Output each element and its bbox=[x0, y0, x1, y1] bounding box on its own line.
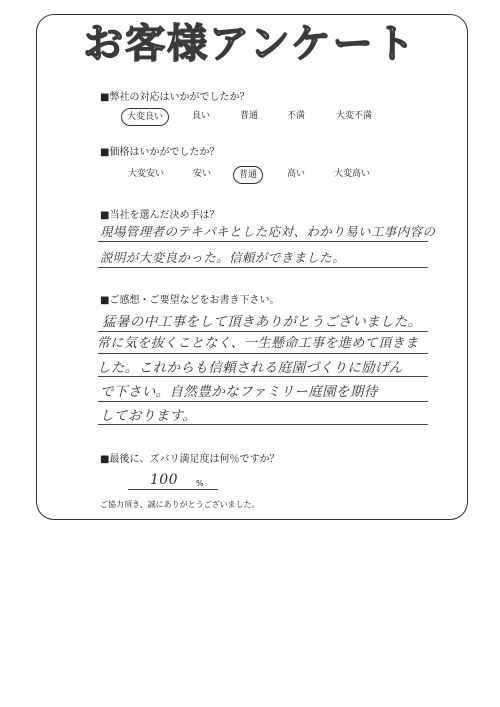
option-price-1[interactable]: 大変安い bbox=[127, 169, 165, 179]
question-deciding-factor-label: ■当社を選んだ決め手は？ bbox=[100, 210, 220, 221]
answer-rule bbox=[98, 353, 428, 354]
satisfaction-rule bbox=[128, 489, 218, 490]
option-price-2[interactable]: 安い bbox=[192, 169, 212, 179]
survey-title: お客様アンケート bbox=[83, 21, 417, 67]
satisfaction-unit bbox=[196, 479, 204, 488]
option-service-5[interactable]: 大変不満 bbox=[335, 111, 373, 121]
option-service-2[interactable]: 良い bbox=[191, 111, 211, 121]
answer-rule bbox=[98, 267, 428, 268]
question-service-label: ■弊社の対応はいかがでしたか？ bbox=[100, 92, 250, 103]
answer-comments-line-5: しております。 bbox=[100, 408, 197, 424]
option-price-5[interactable]: 大変高い bbox=[333, 169, 371, 179]
satisfaction-unit-label: % bbox=[196, 479, 204, 488]
question-comments-label: ■ご感想・ご要望などをお書き下さい。 bbox=[100, 295, 280, 306]
question-deciding-factor bbox=[100, 206, 219, 221]
options-price bbox=[0, 166, 500, 184]
answer-rule bbox=[98, 241, 428, 242]
options-service bbox=[0, 108, 500, 126]
option-service-1[interactable]: 大変良い bbox=[121, 108, 169, 126]
answer-comments-line-4: で下さい。自然豊かなファミリー庭園を期待 bbox=[100, 384, 378, 400]
footer-thanks: ご協力頂き、誠にありがとうございました。 bbox=[100, 500, 260, 509]
question-price-label: ■価格はいかがでしたか？ bbox=[100, 147, 220, 158]
answer-rule bbox=[98, 401, 428, 402]
question-satisfaction bbox=[100, 450, 279, 465]
answer-comments-line-3: した。これからも信頼される庭園づくりに励げん bbox=[97, 360, 403, 376]
question-comments bbox=[100, 291, 279, 306]
option-price-3[interactable]: 普通 bbox=[233, 166, 263, 184]
question-satisfaction-label: ■最後に、ズバリ満足度は何％ですか？ bbox=[100, 454, 280, 465]
answer-deciding-factor-line-1: 現場管理者のテキパキとした応対、わかり易い工事内容の bbox=[100, 224, 436, 239]
answer-comments-line-2: 常に気を抜くことなく、一生懸命工事を進めて頂きま bbox=[97, 336, 419, 351]
answer-rule bbox=[98, 424, 428, 425]
option-service-4[interactable]: 不満 bbox=[286, 111, 306, 121]
option-price-4[interactable]: 高い bbox=[286, 169, 306, 179]
answer-comments-line-1: 猛暑の中工事をして頂きありがとうございました。 bbox=[102, 314, 422, 330]
question-service bbox=[100, 88, 249, 103]
answer-deciding-factor-line-2: 説明が大変良かった。信頼ができました。 bbox=[100, 250, 346, 265]
answer-rule bbox=[98, 376, 428, 377]
question-price bbox=[100, 143, 219, 158]
option-service-3[interactable]: 普通 bbox=[239, 111, 259, 121]
answer-satisfaction-value: 100 bbox=[150, 472, 178, 488]
